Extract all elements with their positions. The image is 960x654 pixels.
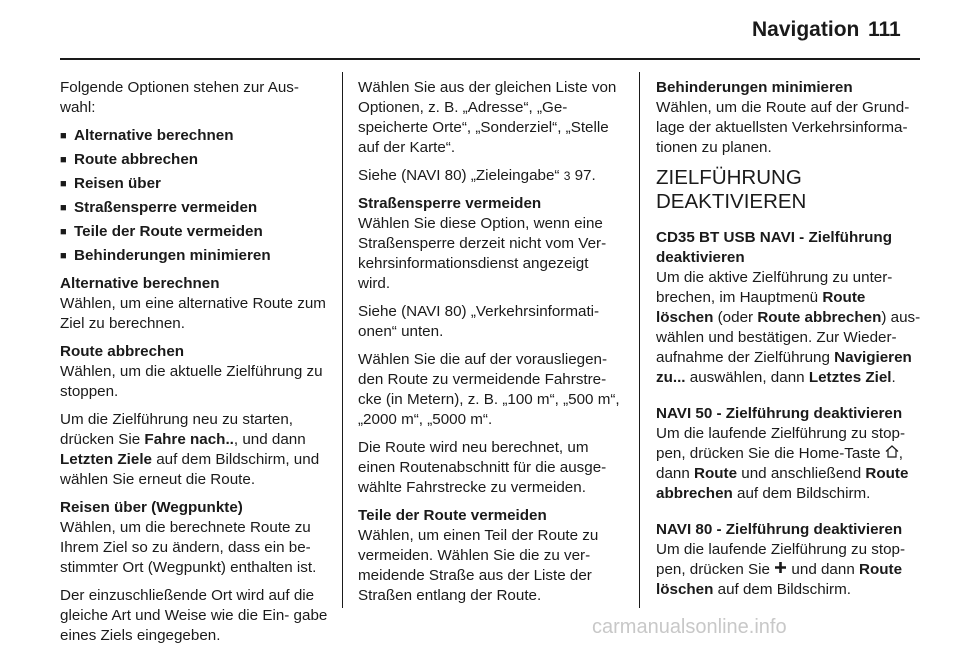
text-run: 97.	[570, 167, 596, 184]
option-item: ■ Straßensperre vermeiden	[60, 198, 328, 218]
bold-term: Route	[694, 465, 738, 482]
option-list	[60, 126, 328, 266]
paragraph: Wählen Sie die auf der vorausliegen- den Route zu vermeidende Fahrstre- cke (in Metern), z. B. „100 m“, „500 m“, „2000 m“, „5000 m“.	[358, 351, 620, 428]
text-run: auswählen, dann	[685, 369, 809, 386]
section-avoid-parts	[358, 506, 624, 606]
section-roadblock	[358, 194, 624, 294]
text-run: Um die laufende Zielführung zu stop- pen, drücken Sie die Home-Taste	[656, 425, 906, 462]
column-2	[358, 78, 624, 614]
section-navi80	[656, 520, 922, 600]
bold-term: Fahre nach..	[144, 431, 234, 448]
paragraph: Die Route wird neu berechnet, um einen Routenabschnitt für die ausge- wählte Fahrstrecke zu vermeiden.	[358, 439, 607, 496]
bold-term: Route löschen	[656, 561, 903, 598]
option-item: ■ Alternative berechnen	[60, 126, 328, 146]
section-cd35	[656, 228, 922, 388]
text-run: (oder	[713, 309, 758, 326]
bold-term: Route löschen	[656, 289, 866, 326]
section-heading: NAVI 50 - Zielführung deaktivieren	[656, 405, 903, 422]
section-text: Wählen, um einen Teil der Route zu vermeiden. Wählen Sie die zu ver- meidende Straße aus der Liste der Straßen entlang der Route.	[358, 527, 599, 604]
column-3	[656, 78, 922, 616]
column-1	[60, 78, 328, 654]
section-heading: Straßensperre vermeiden	[358, 195, 542, 212]
text-run: Um die aktive Zielführung zu unter- brechen, im Hauptmenü	[656, 269, 893, 306]
bold-term: Letzten Ziele	[60, 451, 152, 468]
chapter-heading: ZIELFÜHRUNG DEAKTIVIEREN	[656, 166, 807, 213]
page-header-title: Navigation	[752, 18, 860, 41]
text-run: auf dem Bildschirm.	[732, 485, 871, 502]
section-heading: CD35 BT USB NAVI - Zielführung deaktivieren	[656, 229, 892, 266]
section-text	[656, 424, 922, 504]
text-run: auf dem Bildschirm.	[713, 581, 851, 598]
section-text: Wählen, um die Route auf der Grund- lage der aktuellsten Verkehrsinforma- tionen zu planen.	[656, 99, 910, 156]
text-run: Siehe (NAVI 80) „Zieleingabe“	[358, 167, 564, 184]
home-icon	[885, 444, 899, 464]
page-number: 111	[868, 18, 901, 41]
option-item: ■ Route abbrechen	[60, 150, 328, 170]
via-paragraph: Der einzuschließende Ort wird auf die gleiche Art und Weise wie die Ein- gabe eines Ziels eingegeben.	[60, 587, 328, 644]
plus-icon	[774, 560, 787, 580]
section-text: Wählen Sie diese Option, wenn eine Straßensperre derzeit nicht vom Ver- kehrsinformationsdienst angezeigt wird.	[358, 215, 607, 292]
intro-text: Folgende Optionen stehen zur Aus- wahl:	[60, 79, 299, 116]
bold-term: Route abbrechen	[757, 309, 882, 326]
section-text	[656, 268, 922, 388]
option-item: ■ Teile der Route vermeiden	[60, 222, 328, 242]
section-text: Wählen, um eine alternative Route zum Ziel zu berechnen.	[60, 295, 326, 332]
section-heading: Teile der Route vermeiden	[358, 507, 547, 524]
text-run: Um die laufende Zielführung zu stop- pen, drücken Sie	[656, 541, 906, 578]
section-navi50	[656, 404, 922, 504]
text-run: ) aus- wählen und bestätigen. Zur Wieder- aufnahme der Zielführung	[656, 309, 921, 366]
bold-term: Letztes Ziel	[808, 369, 892, 386]
section-route-abort	[60, 342, 328, 402]
text-run: .	[891, 369, 896, 386]
column-divider-left	[342, 72, 343, 608]
watermark: carmanualsonline.info	[592, 616, 787, 638]
bold-term: Navigieren zu...	[656, 349, 912, 386]
section-alternative	[60, 274, 328, 334]
text-run: und dann	[787, 561, 859, 578]
text-run: , dann	[656, 445, 904, 482]
see-reference	[358, 166, 624, 186]
bold-term: Route abbrechen	[656, 465, 909, 502]
section-text	[656, 540, 922, 600]
page-ref-icon: 3	[563, 169, 571, 183]
section-text: Wählen, um die aktuelle Zielführung zu stoppen.	[60, 363, 323, 400]
text-run: , und dann	[233, 431, 306, 448]
paragraph: Siehe (NAVI 80) „Verkehrsinformati- onen“ unten.	[358, 303, 600, 340]
section-text: Wählen, um die berechnete Route zu Ihrem Ziel so zu ändern, dass ein be- stimmter Ort (Wegpunkt) enthalten ist.	[60, 519, 317, 576]
section-minimize	[656, 78, 922, 158]
restart-paragraph	[60, 410, 328, 490]
section-heading: Alternative berechnen	[60, 275, 220, 292]
section-heading: Route abbrechen	[60, 343, 185, 360]
options-paragraph: Wählen Sie aus der gleichen Liste von Optionen, z. B. „Adresse“, „Ge- speicherte Orte“, „Sonderziel“, „Stelle auf der Karte“.	[358, 79, 617, 156]
option-item: ■ Reisen über	[60, 174, 328, 194]
text-run: auf dem Bildschirm, und wählen Sie erneut die Route.	[60, 451, 320, 488]
section-heading: Behinderungen minimieren	[656, 79, 853, 96]
text-run: und anschließend	[737, 465, 866, 482]
section-heading: NAVI 80 - Zielführung deaktivieren	[656, 521, 903, 538]
header-rule	[60, 58, 920, 60]
section-heading: Reisen über (Wegpunkte)	[60, 499, 243, 516]
column-divider-right	[639, 72, 640, 608]
option-item: ■ Behinderungen minimieren	[60, 246, 328, 266]
text-run: Um die Zielführung neu zu starten, drücken Sie	[60, 411, 293, 448]
section-via	[60, 498, 328, 578]
